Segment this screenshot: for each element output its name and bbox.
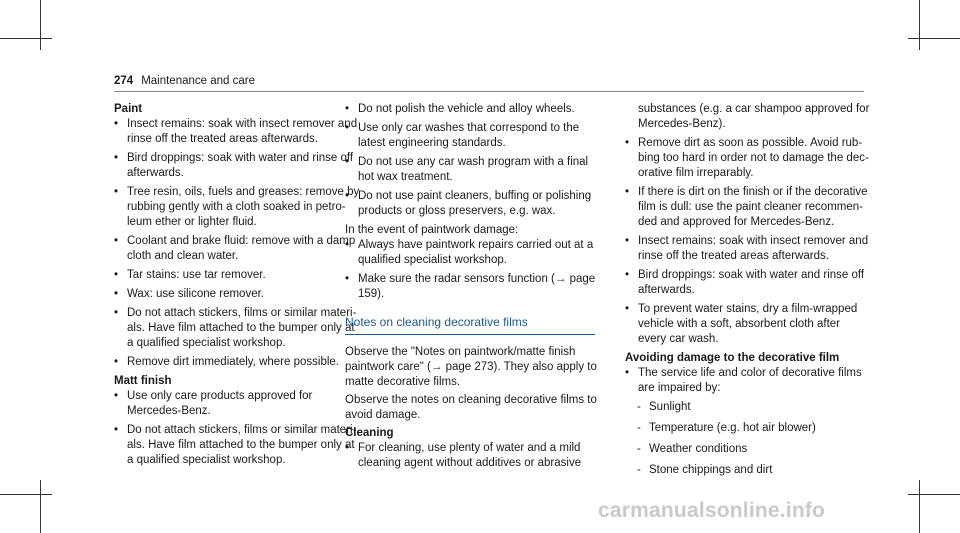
watermark: carmanualsonline.info <box>598 499 826 522</box>
list-item: • Use only care products approved for Mercedes-Benz. <box>114 389 364 419</box>
list-item: • Insect remains: soak with insect remover and rinse off the treated areas afterwards. <box>625 234 870 264</box>
crop-mark <box>0 38 52 39</box>
list-item: • Tar stains: use tar remover. <box>114 268 364 283</box>
page-number: 274 <box>114 75 134 87</box>
list-item: • For cleaning, use plenty of water and a mild cleaning agent without additives or abrasive <box>345 441 597 471</box>
column-1 <box>114 102 364 472</box>
care-list <box>345 102 597 219</box>
column-2 <box>345 102 597 475</box>
matt-finish-heading: Matt finish <box>114 375 172 387</box>
crop-mark <box>919 480 920 533</box>
section-title: Maintenance and care <box>141 75 255 87</box>
list-item: • To prevent water stains, dry a film-wrapped vehicle with a soft, absorbent cloth after every car wash. <box>625 302 870 347</box>
matt-finish-list <box>114 389 364 468</box>
dash-item: - Sunlight <box>625 400 870 415</box>
cleaning-list <box>345 441 597 471</box>
list-item: • Insect remains: soak with insect remover and rinse off the treated areas afterwards. <box>114 117 364 147</box>
crop-mark <box>908 38 960 39</box>
observe-paragraph-2: Observe the notes on cleaning decorative films to avoid damage. <box>345 394 597 421</box>
list-item: • Make sure the radar sensors function (→ page 159). <box>345 272 597 302</box>
paint-heading: Paint <box>114 103 143 115</box>
header-rule <box>114 91 864 92</box>
damage-intro: In the event of paintwork damage: <box>345 224 519 236</box>
cleaning-heading: Cleaning <box>345 427 394 439</box>
list-item: • Do not attach stickers, films or similar materi-als. Have film attached to the bumper only at a qualified specialist workshop. <box>114 306 364 351</box>
list-item: • If there is dirt on the finish or if the decorative film is dull: use the paint cleaner recommen-ded and approved for Mercedes-Benz. <box>625 185 870 230</box>
list-item: • Remove dirt as soon as possible. Avoid rub-bing too hard in order not to damage the dec-orative film irreparably. <box>625 136 870 181</box>
paint-list <box>114 117 364 370</box>
avoid-damage-heading: Avoiding damage to the decorative film <box>625 352 840 364</box>
damage-list <box>345 238 597 302</box>
column-3 <box>625 102 870 484</box>
avoid-damage-list <box>625 366 870 478</box>
list-item: • Use only car washes that correspond to the latest engineering standards. <box>345 121 597 151</box>
observe-paragraph-1: Observe the "Notes on paintwork/matte finish paintwork care" (→ page 273). They also apply to matte decorative films. <box>345 346 597 388</box>
decorative-care-list <box>625 136 870 347</box>
dash-item: - Temperature (e.g. hot air blower) <box>625 421 870 436</box>
crop-mark <box>0 494 52 495</box>
list-item: • Wax: use silicone remover. <box>114 287 364 302</box>
notes-heading: Notes on cleaning decorative films <box>345 315 528 329</box>
list-item: • Bird droppings: soak with water and rinse off afterwards. <box>625 268 870 298</box>
crop-mark <box>919 0 920 50</box>
list-item: • The service life and color of decorative films are impaired by: <box>625 366 870 396</box>
list-item: • Do not use paint cleaners, buffing or polishing products or gloss preservers, e.g. wax. <box>345 189 597 219</box>
dash-item: - Stone chippings and dirt <box>625 463 870 478</box>
list-item: • Coolant and brake fluid: remove with a damp cloth and clean water. <box>114 234 364 264</box>
list-item: • Do not attach stickers, films or similar materi-als. Have film attached to the bumper only at a qualified specialist workshop. <box>114 423 364 468</box>
section-rule <box>345 334 595 335</box>
crop-mark <box>908 494 960 495</box>
page-header <box>114 74 255 89</box>
list-item: • Bird droppings: soak with water and rinse off afterwards. <box>114 151 364 181</box>
crop-mark <box>40 480 41 533</box>
dash-item: - Weather conditions <box>625 442 870 457</box>
list-item: • Do not polish the vehicle and alloy wheels. <box>345 102 597 117</box>
crop-mark <box>40 0 41 50</box>
list-item: • Do not use any car wash program with a final hot wax treatment. <box>345 155 597 185</box>
list-item: • Remove dirt immediately, where possible. <box>114 355 364 370</box>
continuation-text: substances (e.g. a car shampoo approved for Mercedes-Benz). <box>638 103 870 130</box>
list-item: • Always have paintwork repairs carried out at a qualified specialist workshop. <box>345 238 597 268</box>
list-item: • Tree resin, oils, fuels and greases: remove by rubbing gently with a cloth soaked in petro-leum ether or lighter fluid. <box>114 185 364 230</box>
